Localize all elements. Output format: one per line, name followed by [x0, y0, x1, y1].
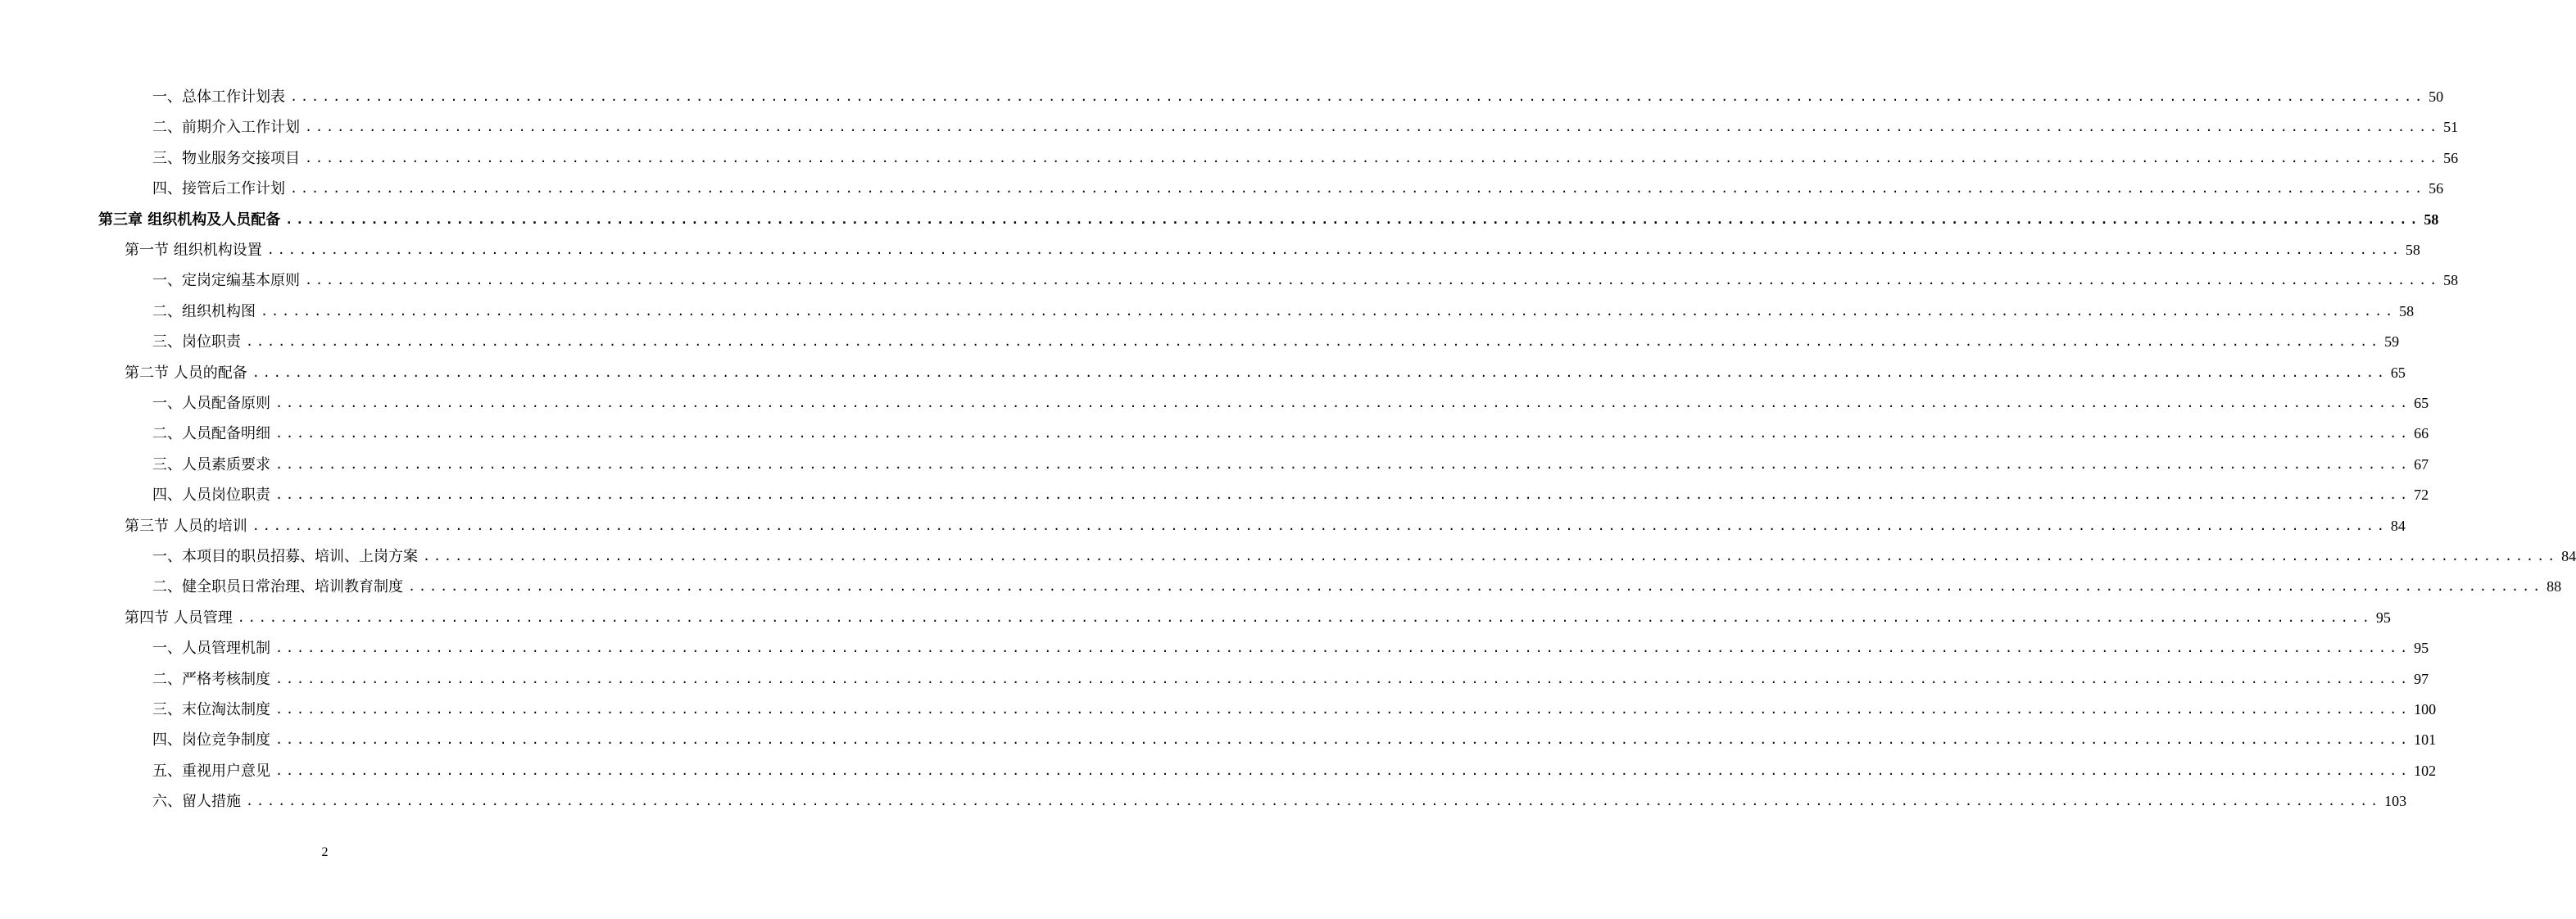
toc-subsection-entry[interactable]	[0, 297, 2415, 327]
toc-entry-title: 三、人员素质要求	[152, 455, 270, 473]
toc-entry-page: 58	[2424, 211, 2439, 228]
toc-dot-leader: ........................................................................................................................................................................................................	[237, 609, 2373, 625]
toc-entry-page: 58	[2399, 302, 2415, 319]
toc-entry-page: 100	[2414, 701, 2437, 718]
toc-entry-title: 一、人员配备原则	[152, 395, 270, 412]
toc-dot-leader: ........................................................................................................................................................................................................	[305, 150, 2441, 165]
toc-subsection-entry[interactable]	[0, 265, 2459, 296]
toc-subsection-entry[interactable]	[0, 541, 2576, 572]
toc-entry-page: 56	[2429, 180, 2444, 197]
toc-dot-leader: ........................................................................................................................................................................................................	[246, 794, 2382, 809]
toc-entry-page: 50	[2429, 88, 2444, 105]
toc-entry-title: 一、总体工作计划表	[152, 88, 285, 106]
toc-entry-page: 95	[2414, 640, 2429, 657]
toc-section-entry[interactable]	[0, 235, 2420, 265]
toc-entry-page: 66	[2414, 425, 2429, 442]
toc-entry-title: 第一节 组织机构设置	[125, 242, 262, 259]
toc-subsection-entry[interactable]	[0, 695, 2437, 725]
toc-dot-leader: ........................................................................................................................................................................................................	[305, 120, 2441, 135]
page-number: 2	[321, 845, 329, 859]
toc-dot-leader: ........................................................................................................................................................................................................	[275, 763, 2411, 778]
toc-dot-leader: ........................................................................................................................................................................................................	[275, 671, 2411, 686]
toc-entry-page: 65	[2414, 395, 2429, 411]
toc-entry-page: 56	[2443, 149, 2459, 166]
toc-entry-page: 97	[2414, 670, 2429, 687]
toc-entry-page: 72	[2414, 487, 2429, 504]
toc-dot-leader: ........................................................................................................................................................................................................	[275, 396, 2411, 410]
toc-dot-leader: ........................................................................................................................................................................................................	[261, 303, 2397, 319]
toc-entry-title: 一、定岗定编基本原则	[152, 272, 300, 290]
toc-entry-title: 第三章 组织机构及人员配备	[98, 211, 281, 229]
toc-entry-title: 二、前期介入工作计划	[152, 119, 300, 137]
toc-subsection-entry[interactable]	[0, 756, 2437, 786]
toc-section-entry[interactable]	[0, 358, 2406, 388]
toc-subsection-entry[interactable]	[0, 143, 2459, 174]
toc-dot-leader: ........................................................................................................................................................................................................	[246, 334, 2382, 350]
toc-entry-title: 四、岗位竞争制度	[152, 731, 270, 749]
toc-entry-title: 一、本项目的职员招募、培训、上岗方案	[152, 548, 418, 565]
toc-subsection-entry[interactable]	[0, 664, 2429, 695]
toc-entry-title: 二、人员配备明细	[152, 425, 270, 443]
toc-entry-page: 51	[2443, 119, 2459, 136]
toc-subsection-entry[interactable]	[0, 112, 2459, 143]
toc-subsection-entry[interactable]	[0, 327, 2400, 357]
toc-entry-page: 101	[2414, 731, 2437, 749]
toc-entry-page: 88	[2547, 578, 2562, 595]
toc-subsection-entry[interactable]	[0, 725, 2437, 755]
toc-entry-title: 五、重视用户意见	[152, 762, 270, 780]
toc-entry-page: 95	[2375, 609, 2391, 626]
toc-entry-title: 第四节 人员管理	[125, 609, 233, 627]
toc-dot-leader: ........................................................................................................................................................................................................	[285, 211, 2421, 227]
toc-entry-page: 84	[2390, 517, 2406, 534]
toc-entry-title: 一、人员管理机制	[152, 640, 270, 658]
toc-dot-leader: ........................................................................................................................................................................................................	[252, 364, 2388, 380]
toc-dot-leader: ........................................................................................................................................................................................................	[275, 426, 2411, 441]
toc-entry-page: 58	[2405, 242, 2420, 258]
toc-dot-leader: ........................................................................................................................................................................................................	[408, 579, 2544, 595]
toc-dot-leader: ........................................................................................................................................................................................................	[423, 549, 2559, 564]
toc-entry-title: 四、人员岗位职责	[152, 487, 270, 505]
toc-subsection-entry[interactable]	[0, 633, 2429, 663]
toc-dot-leader: ........................................................................................................................................................................................................	[305, 273, 2441, 288]
toc-entry-title: 三、岗位职责	[152, 333, 241, 351]
toc-dot-leader: ........................................................................................................................................................................................................	[290, 181, 2426, 197]
toc-dot-leader: ........................................................................................................................................................................................................	[275, 456, 2411, 472]
toc-entry-page: 103	[2384, 793, 2407, 810]
toc-dot-leader: ........................................................................................................................................................................................................	[290, 89, 2426, 104]
toc-entry-page: 67	[2414, 455, 2429, 473]
toc-section-entry[interactable]	[0, 603, 2391, 633]
toc-entry-title: 四、接管后工作计划	[152, 180, 285, 198]
toc-subsection-entry[interactable]	[0, 480, 2429, 510]
toc-dot-leader: ........................................................................................................................................................................................................	[275, 641, 2411, 656]
toc-dot-leader: ........................................................................................................................................................................................................	[275, 702, 2411, 717]
toc-entry-title: 第三节 人员的培训	[125, 517, 247, 535]
toc-subsection-entry[interactable]	[0, 419, 2429, 449]
toc-subsection-entry[interactable]	[0, 388, 2429, 419]
toc-entry-page: 59	[2384, 333, 2400, 351]
toc-entry-page: 58	[2443, 272, 2459, 289]
toc-subsection-entry[interactable]	[0, 174, 2444, 204]
toc-subsection-entry[interactable]	[0, 82, 2444, 112]
toc-entry-title: 三、末位淘汰制度	[152, 701, 270, 718]
toc-entry-page: 102	[2414, 762, 2437, 779]
toc-entry-page: 84	[2561, 548, 2576, 564]
toc-section-entry[interactable]	[0, 511, 2406, 541]
toc-dot-leader: ........................................................................................................................................................................................................	[275, 487, 2411, 503]
toc-dot-leader: ........................................................................................................................................................................................................	[252, 518, 2388, 533]
toc-entry-title: 六、留人措施	[152, 793, 241, 811]
toc-entry-title: 二、组织机构图	[152, 302, 256, 320]
toc-entry-title: 三、物业服务交接项目	[152, 149, 300, 167]
toc-chapter-entry[interactable]	[0, 205, 2439, 235]
toc-subsection-entry[interactable]	[0, 572, 2562, 602]
toc-entry-page: 65	[2390, 364, 2406, 381]
toc-entry-title: 二、健全职员日常治理、培训教育制度	[152, 578, 403, 596]
toc-entry-title: 第二节 人员的配备	[125, 364, 247, 382]
toc-subsection-entry[interactable]	[0, 450, 2429, 480]
toc-dot-leader: ........................................................................................................................................................................................................	[266, 242, 2402, 257]
toc-dot-leader: ........................................................................................................................................................................................................	[275, 732, 2411, 748]
toc-subsection-entry[interactable]	[0, 786, 2407, 817]
toc-entry-title: 二、严格考核制度	[152, 670, 270, 688]
